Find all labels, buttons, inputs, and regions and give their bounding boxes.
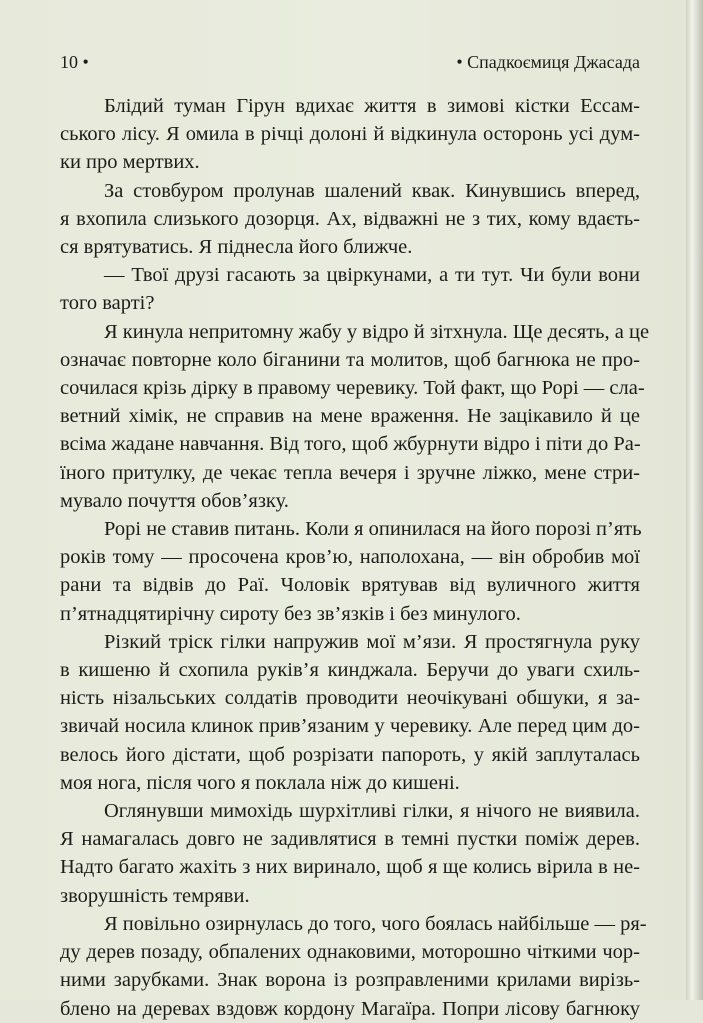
text-line: Блідий туман Гірун вдихає життя в зимові кістки Ессам- <box>104 95 640 117</box>
text-line: ду дерев позаду, обпалених однаковими, моторошно чіткими чор- <box>60 941 640 964</box>
text-line: Я намагалась довго не задивлятися в темні пустки поміж дерев. <box>60 828 640 851</box>
text-line: ського лісу. Я омила в річці долоні й відкинула осторонь усі дум- <box>60 123 640 146</box>
text-line: Оглянувши мимохідь шурхітливі гілки, я нічого не виявила. <box>104 800 640 823</box>
text-line: я вхопила слизького дозорця. Ах, відважні не з тих, кому вдаєть- <box>60 207 640 230</box>
page-header <box>60 50 640 74</box>
text-line: звичай носила клинок прив’язаним у черевику. Але перед цим до- <box>60 715 640 738</box>
text-line: — Твої друзі гасають за цвіркунами, а ти тут. Чи були вони <box>104 264 640 287</box>
paragraph <box>60 515 640 628</box>
text-line: ки про мертвих. <box>60 151 200 174</box>
text-line: Надто багато жахіть з них виринало, щоб я ще колись вірила в не- <box>60 856 640 879</box>
paragraph <box>60 92 640 177</box>
text-line: того варті? <box>60 292 155 315</box>
text-line: За стовбуром пролунав шалений квак. Кинувшись вперед, <box>104 179 640 202</box>
text-line: Я кинула непритомну жабу у відро й зітхнула. Ще десять, а це <box>104 320 650 343</box>
text-line: років тому — просочена кров’ю, наполохана, — він обробив мої <box>60 546 640 569</box>
running-title: • Спадкоємиця Джасада <box>456 52 640 72</box>
text-line: Рорі не ставив питань. Коли я опинилася на його порозі п’ять <box>104 518 642 541</box>
text-line: п’ятнадцятирічну сироту без зв’язків і без минулого. <box>60 602 521 625</box>
page-number: 10 • <box>60 52 89 72</box>
paragraph <box>60 910 647 1023</box>
text-line: рани та відвів до Раї. Чоловік врятував від вуличного життя <box>60 574 640 597</box>
text-line: блено на деревах вздовж кордону Магаїра. Попри лісову багнюку <box>60 997 640 1020</box>
paragraph <box>60 177 640 262</box>
text-line: мувало почуття обов’язку. <box>60 489 289 512</box>
text-line: ся врятуватись. Я піднесла його ближче. <box>60 236 413 259</box>
text-line: в кишеню й схопила руків’я кинджала. Беручи до уваги схиль- <box>60 659 640 682</box>
text-line: ність нізальських солдатів проводити неочікувані обшуки, я за- <box>60 687 640 710</box>
paragraph <box>60 261 640 317</box>
paragraph <box>60 797 640 910</box>
text-line: велось його дістати, щоб розрізати папороть, у якій заплуталась <box>60 743 640 766</box>
text-line: їного притулку, де чекає тепла вечеря і зручне ліжко, мене стри- <box>60 461 640 484</box>
body-text <box>60 92 650 1023</box>
text-line: Я повільно озирнулась до того, чого боялась найбільше — ря- <box>104 912 647 935</box>
page-edge <box>686 0 703 1000</box>
text-line: зворушність темряви. <box>60 884 250 907</box>
text-line: ветний хімік, не справив на мене враження. Не зацікавило й це <box>60 405 640 428</box>
text-line: моя нога, після чого я поклала ніж до кишені. <box>60 771 460 794</box>
paragraph <box>60 628 640 797</box>
text-line: ними зарубками. Знак ворона із розправленими крилами вирізь- <box>60 969 640 992</box>
paragraph <box>60 318 650 515</box>
text-line: сочилася крізь дірку в правому черевику. Той факт, що Рорі — сла- <box>60 377 645 400</box>
text-line: всіма жадане навчання. Від того, щоб жбурнути відро і піти до Ра- <box>60 433 641 456</box>
text-line: Різкий тріск гілки напружив мої м’язи. Я простягнула руку <box>104 630 640 653</box>
text-line: означає повторне коло біганини та молитов, щоб багнюка не про- <box>60 348 640 371</box>
